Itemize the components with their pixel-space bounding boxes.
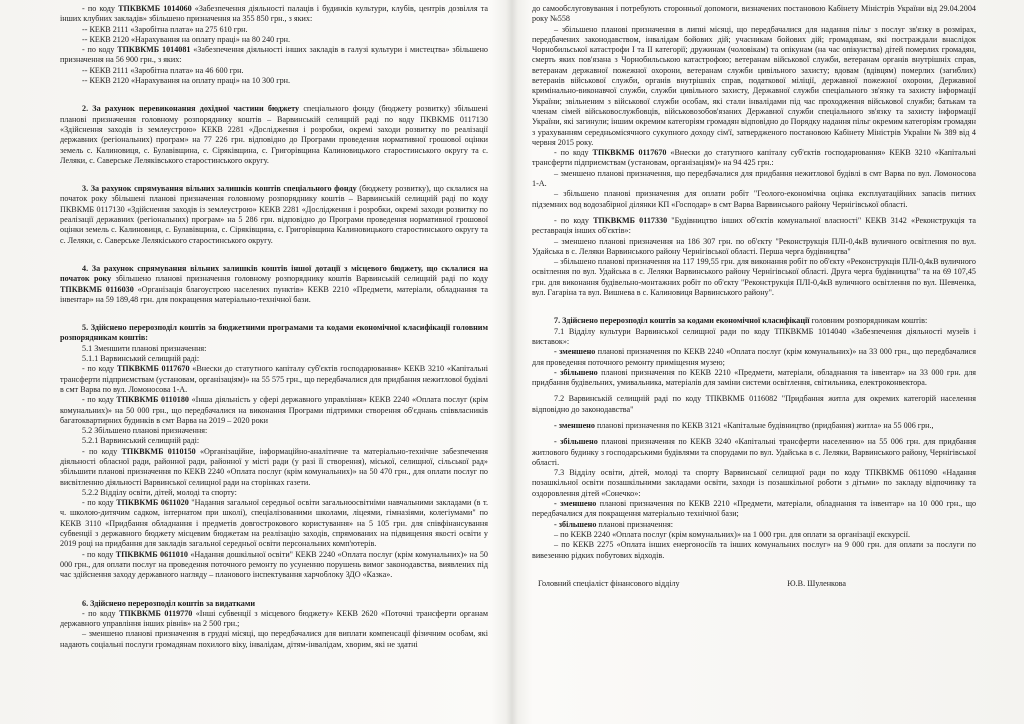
right-column <box>532 4 976 720</box>
paragraph: - по коду ТПКВКМБ 0119770 «Інші субвенції з місцевого бюджету» КЕКВ 2620 «Поточні трансферти органам державного управління інших рівнів» на 2 500 грн.; <box>60 608 488 629</box>
paragraph: - по коду ТПКВКМБ 0117670 «Внески до статутного капіталу суб'єктів господарювання» КЕКВ 3210 «Капітальні трансферти підприємствам (установам, організаціям)» на 55 575 грн., що передбачалися для придбання нежитлової будівлі в смт Варва по вул. Ломоносова 1-А. <box>60 364 488 394</box>
paragraph: - збільшено планові призначення по КЕКВ 2210 «Предмети, матеріали, обладнання та інвентар» на 33 000 грн. для придбання будівельних, умивальника, матеріалів для заміни системи освітлення, світильника, електроконвектора. <box>532 367 976 388</box>
signatory-name: Ю.В. Шуленкова <box>787 578 846 588</box>
paragraph: 7.1 Відділу культури Варвинської селищної ради по коду ТПКВКМБ 1014040 «Забезпечення діяльності музеїв і виставок»: <box>532 326 976 346</box>
paragraph: - по коду ТПКВКМБ 0611020 "Надання загальної середньої освіти загальноосвітніми навчальними закладами (в т. ч. школою-дитячим садком, інтернатом при школі), спеціалізованими школами, ліцеями, гімназіями, колегіумами" по КЕКВ 3110 «Придбання обладнання і предметів довгострокового користування» на 5 105 грн. для співфінансування субвенції з державного бюджету місцевим бюджетам на реалізацію заходів, спрямованих на підвищення якості освіти у 2019 році на придбання для закладів загальної середньої освіти персональних комп'ютерів. <box>60 498 488 549</box>
paragraph: - по коду ТПКВКМБ 0110150 «Організаційне, інформаційно-аналітичне та матеріально-технічне забезпечення діяльності обласної ради, районної ради, районної у місті ради (у разі її створення), міської, селищної, сільської рад» збільшити планові призначення по КЕКВ 2240 «Оплата послуг (крім комунальних)» на 50 470 грн., для оплати послуг по висвітленню діяльності Варвинської селищної ради на сторінках газети. <box>60 446 488 487</box>
paragraph: - збільшено планові призначення по КЕКВ 3240 «Капітальні трансферти населенню» на 55 006 грн. для придбання житлового будинку з господарськими будівлями та спорудами по вул. Удайська в с. Леляки, Варвинського району, Чернігівської області. <box>532 437 976 467</box>
paragraph: - по коду ТПКВКМБ 1014060 «Забезпечення діяльності палаців і будинків культури, клубів, центрів дозвілля та інших клубних закладів» збільшено призначення на 355 850 грн., з яких: <box>60 4 488 24</box>
list-item: -- КЕКВ 2120 «Нарахування на оплату праці» на 80 240 грн. <box>82 34 291 44</box>
section-3: 3. За рахунок спрямування вільних залишків коштів спеціального фонду (бюджету розвитку), що склалися на початок року збільшені планові призначення головному розпоряднику коштів – Варвинській селищній раді по коду ПКВКМБ 0117130 «Здійснення заходів із землеустрою» КЕКВ 2281 «Дослідження і розробки, окремі заходи розвитку по реалізації державних (регіональних) програм» на 5 286 грн. відповідно до Програми проведення нормативної грошової оцінки земель с. Калиновиця, с. Булавівщина, с. Сіряківщина, с. Григорівщина Калиновицького старостинського округу та с. Леляки, с. Саверське Лелякіського старостинського округу. <box>60 184 488 245</box>
list-item: – по КЕКВ 2275 «Оплата інших енергоносіїв та інших комунальних послуг» на 9 000 грн. для оплати за послуги по вивезенню рідких побутових відходів. <box>532 540 976 560</box>
paragraph: - по коду ТПКВКМБ 0110180 «Інша діяльність у сфері державного управління» КЕКВ 2240 «Оплата послуг (крім комунальних)» на 50 000 грн., що передбачалися на виконання Програми підтримки створення об'єднань співвласників багатоквартирних будинків в смт Варва на 2019 – 2020 роки <box>60 395 488 425</box>
signature-block <box>532 579 976 589</box>
signatory-title: Головний спеціаліст фінансового відділу <box>538 578 680 588</box>
section-5-heading: 5. Здійснено перерозподіл коштів за бюджетними програмами та кодами економічної класифікації головним розпорядникам коштів: <box>60 323 488 343</box>
list-item: – збільшено планові призначення для оплати робіт "Геолого-економічна оцінка експлуатаційних запасів питних підземних вод водозабірної ділянки КП «Господар» в смт Варва Варвинського району Чернігівської області. <box>532 189 976 209</box>
paragraph: - зменшено планові призначення по КЕКВ 2240 «Оплата послуг (крім комунальних)» на 33 000 грн., що передбачалися для проведення поточного ремонту приміщення музею; <box>532 347 976 367</box>
page-spine-shadow <box>506 0 518 724</box>
subsection-heading: 5.1 Зменшити планові призначення: <box>82 343 207 353</box>
paragraph: - по коду ТПКВКМБ 1014081 «Забезпечення діяльності інших закладів в галузі культури і мистецтва» збільшено призначення на 56 900 грн., з яких: <box>60 45 488 65</box>
section-2: 2. За рахунок перевиконання дохідної частини бюджету спеціального фонду (бюджету розвитку) збільшені планові призначення головному розпоряднику коштів – Варвинській селищній раді по коду ПКВКМБ 0117130 «Здійснення заходів із землеустрою» КЕКВ 2281 «Дослідження і розробки, окремі заходи розвитку по реалізації державних (регіональних) програм» на 77 226 грн. відповідно до Програми проведення нормативної грошової оцінки земель с. Калиновиця, с. Булавівщина, с. Сіряківщина, с. Григорівщина Калиновицького старостинського округу та с. Леляки, с. Саверське Леляківського старостинського округу. <box>60 104 488 165</box>
list-item: -- КЕКВ 2111 «Заробітна плата» на 46 600 грн. <box>82 65 244 75</box>
list-item: – зменшено планові призначення, що передбачалися для придбання нежитлової будівлі в смт Варва по вул. Ломоносова 1-А. <box>532 168 976 189</box>
list-item: -- КЕКВ 2120 «Нарахування на оплату праці» на 10 300 грн. <box>82 76 291 86</box>
paragraph: - по коду ТПКВКМБ 0117330 "Будівництво інших об'єктів комунальної власності" КЕКВ 3142 «Реконструкція та реставрація інших об'єктів»: <box>532 215 976 236</box>
list-item: -- КЕКВ 2111 «Заробітна плата» на 275 610 грн. <box>82 24 248 34</box>
list-item: – збільшено планові призначення на 117 199,55 грн. для виконання робіт по об'єкту «Реконструкція ПЛІ-0,4кВ вуличного освітлення по вул. Удайська в с. Леляки Варвинського району Чернігівської області. Друга черга будівництва" та на 69 107,45 грн. для виконання будівельно-монтажних робіт по об'єкту "Реконструкція ПЛІ-0,4кВ вуличного освітлення по вул. Шевченка, вул. Гагаріна та вул. Вишнева в с. Калиновиця Варвинського району". <box>532 257 976 298</box>
paragraph: - зменшено планові призначення по КЕКВ 3121 «Капітальне будівництво (придбання) житла» на 55 006 грн., <box>554 420 934 430</box>
subsection-heading: 5.1.1 Варвинський селищній раді: <box>82 354 200 364</box>
paragraph: - по коду ТПКВКМБ 0611010 «Надання дошкільної освіти" КЕКВ 2240 «Оплата послуг (крім комунальних)» на 50 000 грн., для оплати послуг на проведення поточного ремонту по усуненню порушень вимог законодавства, виявлених під час здійснення заходу державного нагляду – планового інспектування харчоблоку ЗДО «Казка». <box>60 549 488 580</box>
list-item: – зменшено планові призначення на 186 307 грн. по об'єкту "Реконструкція ПЛІ-0,4кВ вуличного освітлення по вул. Удайська в с. Леляки Варвинського району Чернігівської області. Перша черга будівництва" <box>532 236 976 256</box>
paragraph-continued: до самообслуговування і потребують сторонньої допомоги, визначених постановою Кабінету Міністрів України від 29.04.2004 року №558 <box>532 4 976 24</box>
paragraph: - зменшено планові призначення по КЕКВ 2210 «Предмети, матеріали, обладнання та інвентар» на 10 000 грн., що передбачалися для покращення матеріально технічної бази; <box>532 499 976 519</box>
paragraph: – зменшено планові призначення в грудні місяці, що передбачалися для виплати компенсації фізичним особам, які надають соціальні послуги громадянам похилого віку, інвалідам, дітям-інвалідам, хворим, які не здатні <box>60 629 488 649</box>
section-7-heading: 7. Здійснено перерозподіл коштів за кодами економічної класифікації головним розпорядникам коштів: <box>554 316 928 326</box>
paragraph: - по коду ТПКВКМБ 0117670 «Внески до статутного капіталу суб'єктів господарювання» КЕКВ 3210 «Капітальні трансферти підприємствам (установам, організаціям)» на 94 425 грн.: <box>532 148 976 168</box>
subsection-heading: 5.2.1 Варвинський селищній раді: <box>82 436 200 446</box>
subsection-heading: 5.2.2 Відділу освіти, дітей, молоді та спорту: <box>82 487 237 497</box>
paragraph: - збільшено планові призначення: <box>554 519 673 529</box>
section-4: 4. За рахунок спрямування вільних залишків коштів іншої дотації з місцевого бюджету, що склалися на початок року збільшено планові призначення головному розпоряднику коштів Варвинській селищній раді по коду ТПКВКМБ 0116030 «Організація благоустрою населених пунктів» КЕКВ 2210 «Предмети, матеріали, обладнання та інвентар» на 59 189,48 грн. для покращення матеріально-технічної бази. <box>60 263 488 304</box>
section-6-heading: 6. Здійснено перерозподіл коштів за видатками <box>82 598 256 608</box>
paragraph: 7.2 Варвинській селищній раді по коду ТПКВКМБ 0116082 "Придбання житла для окремих категорій населення відповідно до законодавства" <box>532 394 976 414</box>
left-column <box>60 4 488 720</box>
list-item: – по КЕКВ 2240 «Оплата послуг (крім комунальних)» на 1 000 грн. для оплати за організації екскурсії. <box>554 529 911 539</box>
paragraph: 7.3 Відділу освіти, дітей, молоді та спорту Варвинської селищної ради по коду ТПКВКМБ 0611090 «Надання позашкільної освіти позашкільними закладами освіти, заходи із позашкільної роботи з дітьми» по закладу відпочинку та оздоровлення дітей «Сонечко»: <box>532 468 976 498</box>
paragraph: – збільшено планові призначення в липні місяці, що передбачалися для надання пільг з послуг зв'язку в розмірах, передбачених законодавством, інвалідам бойових дій; учасникам бойових дій; громадянам, які постраждали внаслідок Чорнобильської катастрофи І та ІІ категорії; дружинам (чоловікам) та опікунам (на час опікунства) дітей померлих громадян, смерть яких пов'язана з Чорнобильською катастрофою; ветеранам військової служби, ветеранам органів внутрішніх справ, ветеранам державної пожежної охорони, ветеранам служби цивільного захисту; вдовам (вдівцям) померлих (загиблих) ветеранів військової служби, органів внутрішніх справ, податкової міліції, державної пожежної охорони, Державної кримінально-виконавчої служби, служби цивільного захисту, Державної служби спеціального зв'язку та захисту інформації України; звільненим з військової служби особам, які стали інвалідами під час проходження військової служби; батькам та членам сімей військовослужбовців, військовозобов'язаних Державної служби спеціального зв'язку та захисту інформації України, які загинули; іншим окремим категоріям громадян відповідно до Порядку надання пільг окремим категоріям громадян з урахуванням середньомісячного сукупного доходу сім'ї, затвердженого постановою Кабінету Міністрів України № 389 від 4 червня 2015 року. <box>532 24 976 147</box>
subsection-heading: 5.2 Збільшено планові призначення: <box>82 426 208 436</box>
